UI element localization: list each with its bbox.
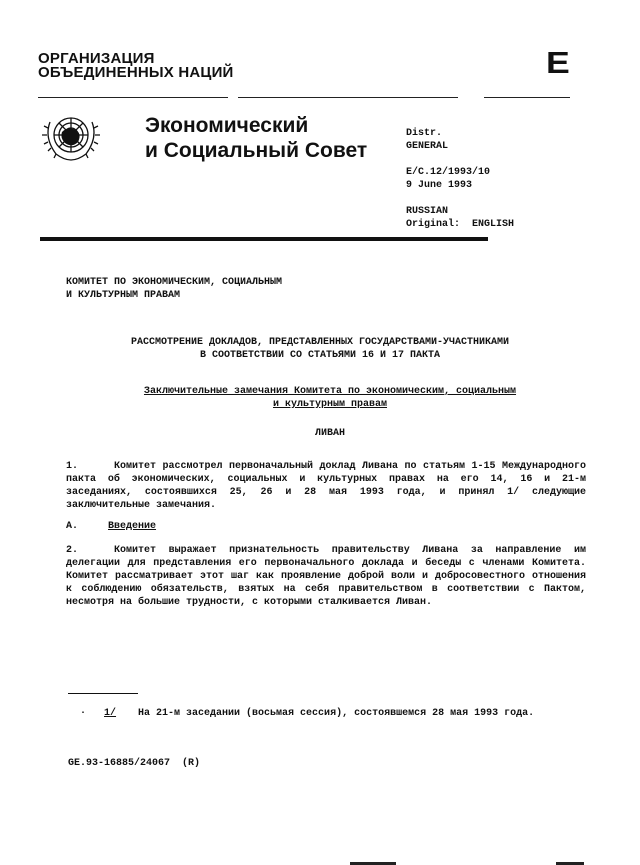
council-line-2: и Социальный Совет [145,139,368,162]
paragraph-1-number: 1. [66,461,79,472]
original-language: Original: ENGLISH [406,218,515,230]
header-divider [38,97,228,98]
section-a-heading [66,520,156,533]
section-a-title: Введение [108,521,157,532]
footnote [80,707,534,720]
country-heading: ЛИВАН [314,428,345,439]
document-number: GE.93-16885/24067 (R) [68,758,201,769]
subtitle-line-2: и культурным правам [272,399,388,410]
paragraph-1-text: Комитет рассмотрел первоначальный доклад Ливана по статьям 1-15 Международного пакта об экономических, социальных и культурных правах на его 14, 16 и 21-м заседаниях, состоявшихся 25, 26 и 28 мая 1993 года, и принял 1/ следующие заключительные замечания. [66,461,586,511]
paragraph-1 [66,460,586,512]
paragraph-2-text: Комитет выражает признательность правительству Ливана за направление им делегации для представления его первоначального доклада и беседы с членами Комитета. Комитет рассматривает этот шаг как проявление доброй воли и добросовестного отношения к соблюдению обязательств, взятых на себя правительством в соответствии с Пактом, несмотря на большие трудности, с которыми сталкивается Ливан. [66,545,586,608]
committee-line-1: КОМИТЕТ ПО ЭКОНОМИЧЕСКИМ, СОЦИАЛЬНЫМ [66,277,283,288]
document-language: RUSSIAN [406,206,449,217]
council-name [145,113,367,163]
committee-name [66,276,282,302]
language-code: E [546,45,570,80]
distribution-value: GENERAL [406,140,449,152]
organization-line-2: ОБЪЕДИНЕННЫХ НАЦИЙ [38,64,234,81]
subtitle-line-1: Заключительные замечания Комитета по экономическим, социальным [143,386,517,397]
document-subtitle [120,385,540,411]
document-metadata [406,128,514,231]
organization-name [38,52,234,80]
footnote-divider [68,693,138,694]
document-symbol: E/C.12/1993/10 [406,167,491,178]
paragraph-2-number: 2. [66,545,79,556]
un-emblem-icon [38,110,104,164]
footnote-bullet: · [80,708,87,719]
footnote-mark: 1/ [104,708,117,719]
document-title [100,336,540,362]
committee-line-2: И КУЛЬТУРНЫМ ПРАВАМ [66,290,181,301]
header-thick-divider [40,237,488,241]
organization-line-1: ОРГАНИЗАЦИЯ [38,50,155,67]
title-line-1: РАССМОТРЕНИЕ ДОКЛАДОВ, ПРЕДСТАВЛЕННЫХ ГОСУДАРСТВАМИ-УЧАСТНИКАМИ [130,337,510,348]
header-divider [484,97,570,98]
distribution-label: Distr. [406,128,443,139]
header-divider [238,97,458,98]
paragraph-2 [66,544,586,609]
footnote-text: На 21-м заседании (восьмая сессия), состоявшемся 28 мая 1993 года. [138,708,535,719]
title-line-2: В СООТВЕТСТВИИ СО СТАТЬЯМИ 16 И 17 ПАКТА [199,350,441,361]
council-line-1: Экономический [145,114,309,137]
section-a-letter: A. [66,521,79,532]
document-date: 9 June 1993 [406,179,473,191]
